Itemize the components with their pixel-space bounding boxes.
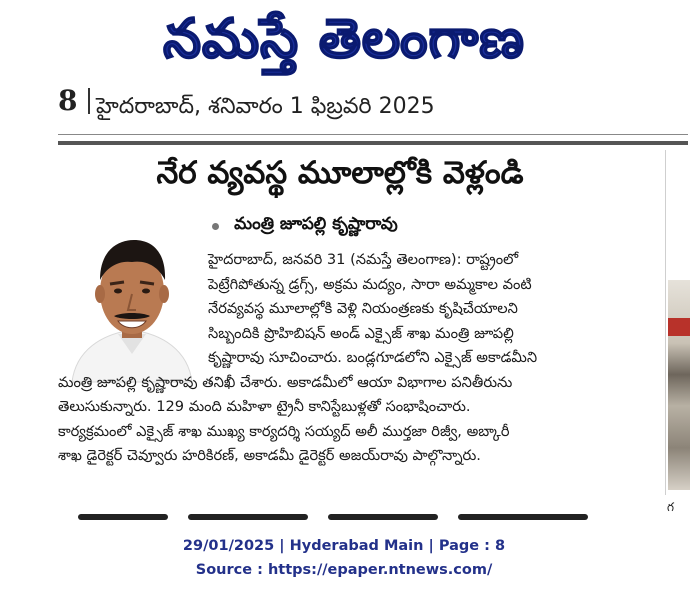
- cutoff-glyphs: [328, 514, 438, 520]
- article-line: నేరవ్యవస్థ మూలాల్లోకి వెళ్లి నియంత్రణకు కృషిచేయాలని: [208, 300, 518, 317]
- page-number: 8: [58, 84, 78, 117]
- article-line: సిబ్బందికి ప్రొహిబిషన్ అండ్ ఎక్సైజ్ శాఖ మంత్రి జూపల్లి: [208, 324, 514, 342]
- adjacent-photo-detail: [668, 318, 690, 336]
- cutoff-glyphs: [78, 514, 168, 520]
- byline-name: మంత్రి జూపల్లి కృష్ణారావు: [234, 214, 398, 234]
- next-headline-cutoff: [58, 508, 620, 518]
- clipping-source[interactable]: Source : https://epaper.ntnews.com/: [195, 562, 493, 578]
- article-line: మంత్రి జూపల్లి కృష్ణారావు తనిఖీ చేశారు. అకాడమీలో ఆయా విభాగాల పనితీరును: [58, 373, 513, 391]
- newspaper-masthead: [0, 0, 688, 78]
- dateline: [58, 84, 578, 119]
- article-headline: నేర వ్యవస్థ మూలాల్లోకి వెళ్లండి: [156, 155, 524, 191]
- clipping-footer: [0, 534, 688, 582]
- masthead-title: నమస్తే తెలంగాణ: [163, 7, 525, 70]
- column-divider: [665, 150, 666, 495]
- article-line: కార్యక్రమంలో ఎక్సైజ్ శాఖ ముఖ్య కార్యదర్శి సయ్యద్ అలీ ముర్తజా రిజ్వీ, అబ్కారీ: [58, 422, 510, 440]
- article-line: కృష్ణారావు సూచించారు. బండ్లగూడలోని ఎక్సైజ్ అకాడమీని: [208, 349, 538, 366]
- article-line: పెట్రేగిపోతున్న డ్రగ్స్, అక్రమ మద్యం, సారా అమ్మకాల వంటి: [208, 275, 532, 293]
- header-rule-thin: [58, 134, 688, 135]
- dateline-text: హైదరాబాద్, శనివారం 1 ఫిబ్రవరి 2025: [96, 94, 435, 119]
- adjacent-article-strip: [665, 150, 688, 514]
- bullet-icon: [212, 223, 219, 230]
- cutoff-glyphs: [458, 514, 588, 520]
- article-byline: [212, 214, 398, 238]
- article-line: శాఖ డైరెక్టర్ చెవ్వూరు హరికిరణ్, అకాడమీ డైరెక్టర్ అజయ్‌రావు పాల్గొన్నారు.: [58, 447, 481, 464]
- article-line: తెలుసుకున్నారు. 129 మంది మహిళా ట్రైనీ కానిస్టేబుళ్లతో సంభాషించారు.: [58, 398, 471, 415]
- article-body: [58, 248, 620, 469]
- adjacent-caption: గ: [667, 500, 674, 514]
- header-rule-thick: [58, 141, 688, 145]
- article-line: హైదరాబాద్, జనవరి 31 (నమస్తే తెలంగాణ): రాష్ట్రంలో: [208, 251, 519, 268]
- clipping-date-edition: 29/01/2025 | Hyderabad Main | Page : 8: [182, 538, 506, 554]
- dateline-separator: [88, 88, 90, 114]
- adjacent-photo: [668, 280, 690, 490]
- cutoff-glyphs: [188, 514, 308, 520]
